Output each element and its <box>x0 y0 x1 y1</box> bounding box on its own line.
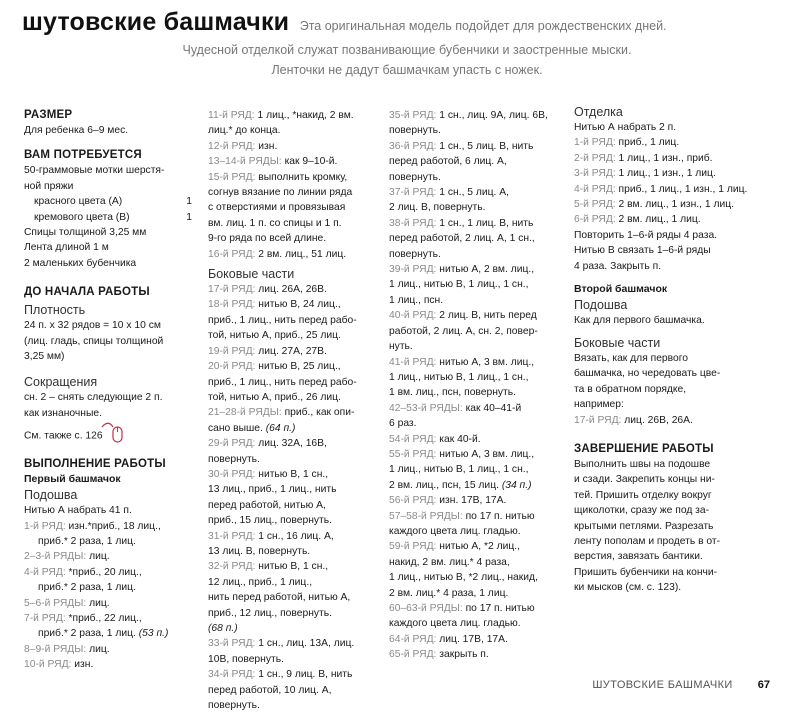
column-4 <box>574 105 784 596</box>
column-3 <box>389 108 579 663</box>
pattern-row: Повторить 1–6-й ряды 4 раза. <box>574 229 718 241</box>
pattern-row: 41-й РЯД: нитью А, 3 вм. лиц., <box>389 356 535 368</box>
second-shoe-subheading: Второй башмачок <box>574 283 668 296</box>
title-line <box>22 8 792 37</box>
pattern-row: верстия, завязать бантики. <box>574 551 703 563</box>
column-1 <box>24 108 192 673</box>
material-line: 50-граммовые мотки шерстя- <box>24 165 165 177</box>
pattern-row: 33-й РЯД: 1 сн., лиц. 13А, лиц. <box>208 638 355 650</box>
column-2 <box>208 108 378 713</box>
pattern-row: 57–58-й РЯДЫ: по 17 п. нитью <box>389 510 535 522</box>
pattern-row: перед работой, 6 лиц. А, <box>389 156 507 168</box>
pattern-row: 12-й РЯД: изн. <box>208 140 278 152</box>
pattern-row: лиц.* до конца. <box>208 125 281 137</box>
completion-heading: ЗАВЕРШЕНИЕ РАБОТЫ <box>574 442 714 455</box>
material-qty: 1 <box>186 196 192 208</box>
pattern-row: 6 раз. <box>389 418 417 430</box>
pattern-row: 38-й РЯД: 1 сн., 1 лиц. В, нить <box>389 217 534 229</box>
pattern-row: 35-й РЯД: 1 сн., лиц. 9А, лиц. 6В, <box>389 110 548 121</box>
pattern-row: 1-й РЯД: изн.*приб., 18 лиц., <box>24 520 161 532</box>
pattern-row: перед работой, 10 лиц. А, <box>208 684 332 696</box>
pattern-row: Нитью А набрать 41 п. <box>24 505 132 517</box>
pattern-row: 29-й РЯД: лиц. 32А, 16В, <box>208 438 327 450</box>
size-heading: РАЗМЕР <box>24 109 73 121</box>
pattern-row: той, нитью А, приб., 26 лиц. <box>208 391 341 403</box>
density-line: 24 п. х 32 рядов = 10 х 10 см <box>24 320 161 332</box>
pattern-row: 1 лиц., нитью В, 1 лиц., 1 сн., <box>389 464 529 476</box>
pattern-row: и сзади. Закрепить концы ни- <box>574 474 715 486</box>
pattern-row: 39-й РЯД: нитью А, 2 вм. лиц., <box>389 264 535 276</box>
page-title: шутовские башмачки <box>22 8 290 36</box>
material-qty: 1 <box>186 211 192 223</box>
density-line: (лиц. гладь, спицы толщиной <box>24 335 164 347</box>
page-footer <box>592 679 770 691</box>
pattern-row: той, нитью А, приб., 25 лиц. <box>208 330 341 342</box>
intro-text-2: Чудесной отделкой служат позванивающие бубенчики и заостренные мыски. <box>182 43 632 57</box>
pattern-row: сано выше. (64 п.) <box>208 422 296 434</box>
pattern-row: каждого цвета лиц. гладью. <box>389 618 521 630</box>
material-line: красного цвета (А) 1 <box>24 194 192 209</box>
pattern-row: приб.* 2 раза, 1 лиц. <box>38 582 136 594</box>
abbr-line: сн. 2 – снять следующие 2 п. <box>24 392 163 404</box>
pattern-row: приб., 12 лиц., повернуть. <box>208 607 332 619</box>
materials-heading: ВАМ ПОТРЕБУЕТСЯ <box>24 149 142 162</box>
pattern-row: ки мысков (см. с. 123). <box>574 582 682 594</box>
abbr-line: как изнаночные. <box>24 407 102 419</box>
density-subheading: Плотность <box>24 303 86 318</box>
pattern-row: 17-й РЯД: лиц. 26В, 26А. <box>574 414 693 426</box>
pattern-row: 15-й РЯД: выполнить кромку, <box>208 171 348 183</box>
pattern-row: тей. Пришить отделку вокруг <box>574 489 712 501</box>
pattern-row: с отверстиями и провязывая <box>208 202 346 214</box>
finishing-subheading: Отделка <box>574 105 623 119</box>
pattern-row: 11-й РЯД: 1 лиц., *накид, 2 вм. <box>208 110 354 121</box>
pattern-row: вм. лиц. 1 п. со спицы и 1 п. <box>208 217 342 229</box>
pattern-row: накид, 2 вм. лиц.* 4 раза, <box>389 556 510 568</box>
pattern-row: приб., 1 лиц., нить перед рабо- <box>208 314 357 326</box>
pattern-row: перед работой, нитью А, <box>208 499 326 511</box>
pattern-row: 3-й РЯД: 1 лиц., 1 изн., 1 лиц. <box>574 168 716 180</box>
pattern-row: 16-й РЯД: 2 вм. лиц., 51 лиц. <box>208 248 347 260</box>
pattern-row: 4-й РЯД: *приб., 20 лиц., <box>24 566 142 578</box>
pattern-row: 56-й РЯД: изн. 17В, 17А. <box>389 495 507 507</box>
pattern-row: работой, 2 лиц. А, сн. 2, повер- <box>389 325 538 337</box>
pattern-row: 10В, повернуть. <box>208 653 284 665</box>
pattern-row: 40-й РЯД: 2 лиц. В, нить перед <box>389 310 537 322</box>
pattern-row: 59-й РЯД: нитью А, *2 лиц., <box>389 541 520 553</box>
pattern-row: нить перед работой, нитью А, <box>208 592 351 604</box>
pattern-row: 2–3-й РЯДЫ: лиц. <box>24 551 110 563</box>
pattern-row: 4-й РЯД: приб., 1 лиц., 1 изн., 1 лиц. <box>574 183 748 195</box>
pattern-row: 21–28-й РЯДЫ: приб., как опи- <box>208 407 355 419</box>
pattern-row: 1 лиц., псн. <box>389 294 444 306</box>
pattern-row: 37-й РЯД: 1 сн., 5 лиц. А, <box>389 187 509 199</box>
material-line: Лента длиной 1 м <box>24 242 109 254</box>
before-start-heading: ДО НАЧАЛА РАБОТЫ <box>24 286 150 299</box>
pattern-row: 31-й РЯД: 1 сн., 16 лиц. А, <box>208 530 334 542</box>
pattern-row: приб., 1 лиц., нить перед рабо- <box>208 376 357 388</box>
pattern-row: башмачка, но чередовать цве- <box>574 368 721 380</box>
pattern-row: 42–53-й РЯДЫ: как 40–41-й <box>389 402 522 414</box>
pattern-row: (68 п.) <box>208 623 238 634</box>
intro-text-3: Ленточки не дадут башмачкам упасть с ножек. <box>271 63 543 77</box>
pattern-row: повернуть. <box>208 453 260 465</box>
size-text: Для ребенка 6–9 мес. <box>24 125 129 136</box>
pattern-row: 13–14-й РЯДЫ: как 9–10-й. <box>208 156 338 168</box>
pattern-row: Выполнить швы на подошве <box>574 458 711 470</box>
abbr-line: См. также с. 126 <box>24 421 192 450</box>
pattern-row: 9-го ряда по всей длине. <box>208 233 327 245</box>
pattern-row: приб.* 2 раза, 1 лиц. (53 п.) <box>38 628 169 640</box>
pattern-row: приб., 15 лиц., повернуть. <box>208 515 332 527</box>
pattern-row: 1 лиц., нитью В, 1 лиц., 1 сн., <box>389 371 529 383</box>
pattern-row: 13 лиц. В, повернуть. <box>208 545 311 557</box>
material-line: ной пряжи <box>24 180 74 192</box>
pattern-row: 20-й РЯД: нитью В, 25 лиц., <box>208 361 341 373</box>
pattern-row: Нитью А набрать 2 п. <box>574 122 677 133</box>
pattern-row: 36-й РЯД: 1 сн., 5 лиц. В, нить <box>389 140 534 152</box>
content-columns <box>22 105 782 712</box>
pattern-row: 1-й РЯД: приб., 1 лиц. <box>574 137 680 149</box>
material-line: Спицы толщиной 3,25 мм <box>24 227 147 239</box>
pattern-row: 8–9-й РЯДЫ: лиц. <box>24 643 110 655</box>
pattern-row: 2 вм. лиц.* 4 раза, 1 лиц. <box>389 587 509 599</box>
first-shoe-subheading: Первый башмачок <box>24 472 121 485</box>
pattern-row: Нитью В связать 1–6-й ряды <box>574 245 711 257</box>
running-title: ШУТОВСКИЕ БАШМАЧКИ <box>592 679 733 691</box>
pattern-row: 60–63-й РЯДЫ: по 17 п. нитью <box>389 603 535 614</box>
pattern-row: щиколотки, сразу же под за- <box>574 505 710 517</box>
side-parts-subheading-2: Боковые части <box>574 335 661 350</box>
material-line: кремового цвета (В) 1 <box>24 210 192 225</box>
pattern-row: приб.* 2 раза, 1 лиц. <box>38 535 136 547</box>
pattern-row: 7-й РЯД: *приб., 22 лиц., <box>24 612 142 624</box>
pattern-row: 4 раза. Закрыть п. <box>574 260 662 272</box>
pattern-row: крытыми петлями. Разрезать <box>574 520 714 532</box>
pattern-row: повернуть. <box>389 248 441 260</box>
pattern-row: повернуть. <box>208 700 260 712</box>
pattern-row: 34-й РЯД: 1 сн., 9 лиц. В, нить <box>208 669 353 681</box>
pattern-row: 65-й РЯД: закрыть п. <box>389 649 489 661</box>
pattern-row: Вязать, как для первого <box>574 352 688 364</box>
pattern-row: 1 лиц., нитью В, 1 лиц., 1 сн., <box>389 279 529 291</box>
pattern-row: повернуть. <box>389 171 441 183</box>
pattern-row: согнув вязание по линии ряда <box>208 187 353 199</box>
pattern-row: 6-й РЯД: 2 вм. лиц., 1 лиц. <box>574 214 701 226</box>
abbreviations-subheading: Сокращения <box>24 375 98 390</box>
pattern-row: 32-й РЯД: нитью В, 1 сн., <box>208 561 329 573</box>
pattern-row: 64-й РЯД: лиц. 17В, 17А. <box>389 633 508 645</box>
pattern-row: ленту пополам и продеть в от- <box>574 535 721 547</box>
pattern-row: 13 лиц., приб., 1 лиц., нить <box>208 484 337 496</box>
material-line: 2 маленьких бубенчика <box>24 257 137 269</box>
intro-text-1: Эта оригинальная модель подойдет для рождественских дней. <box>299 19 667 33</box>
pattern-row: 1 лиц., нитью В, *2 лиц., накид, <box>389 572 538 584</box>
pattern-row: 12 лиц., приб., 1 лиц., <box>208 576 313 588</box>
sole-subheading: Подошва <box>24 488 78 503</box>
pattern-row: повернуть. <box>389 125 441 137</box>
pattern-row: 5-й РЯД: 2 вм. лиц., 1 изн., 1 лиц. <box>574 199 734 211</box>
side-parts-subheading: Боковые части <box>208 267 295 282</box>
pattern-row: Пришить бубенчики на кончи- <box>574 566 718 578</box>
pattern-row: 18-й РЯД: нитью В, 24 лиц., <box>208 299 341 311</box>
pattern-row: 30-й РЯД: нитью В, 1 сн., <box>208 468 329 480</box>
pattern-row: 2 лиц. В, повернуть. <box>389 202 486 214</box>
pattern-row: Как для первого башмачка. <box>574 315 705 327</box>
pattern-row: например: <box>574 399 624 411</box>
pattern-row: 2-й РЯД: 1 лиц., 1 изн., приб. <box>574 152 713 164</box>
page-header <box>22 8 792 77</box>
work-heading: ВЫПОЛНЕНИЕ РАБОТЫ <box>24 457 166 470</box>
pattern-row: 17-й РЯД: лиц. 26А, 26В. <box>208 284 327 296</box>
density-line: 3,25 мм) <box>24 351 65 363</box>
pattern-row: перед работой, 2 лиц. А, 1 сн., <box>389 233 535 245</box>
pattern-row: каждого цвета лиц. гладью. <box>389 525 521 537</box>
mouse-cursor-icon <box>101 421 127 450</box>
pattern-row: 10-й РЯД: изн. <box>24 659 94 671</box>
sole-subheading-2: Подошва <box>574 298 628 313</box>
pattern-row: 1 вм. лиц., псн, повернуть. <box>389 387 517 399</box>
pattern-row: 19-й РЯД: лиц. 27А, 27В. <box>208 345 327 357</box>
pattern-row: 55-й РЯД: нитью А, 3 вм. лиц., <box>389 448 535 460</box>
pattern-row: 54-й РЯД: как 40-й. <box>389 433 481 445</box>
page-number: 67 <box>757 679 770 691</box>
pattern-row: 2 вм. лиц., псн, 15 лиц. (34 п.) <box>389 479 532 491</box>
pattern-row: та в обратном порядке, <box>574 383 687 395</box>
pattern-row: 5–6-й РЯДЫ: лиц. <box>24 597 110 609</box>
pattern-row: нуть. <box>389 341 413 353</box>
